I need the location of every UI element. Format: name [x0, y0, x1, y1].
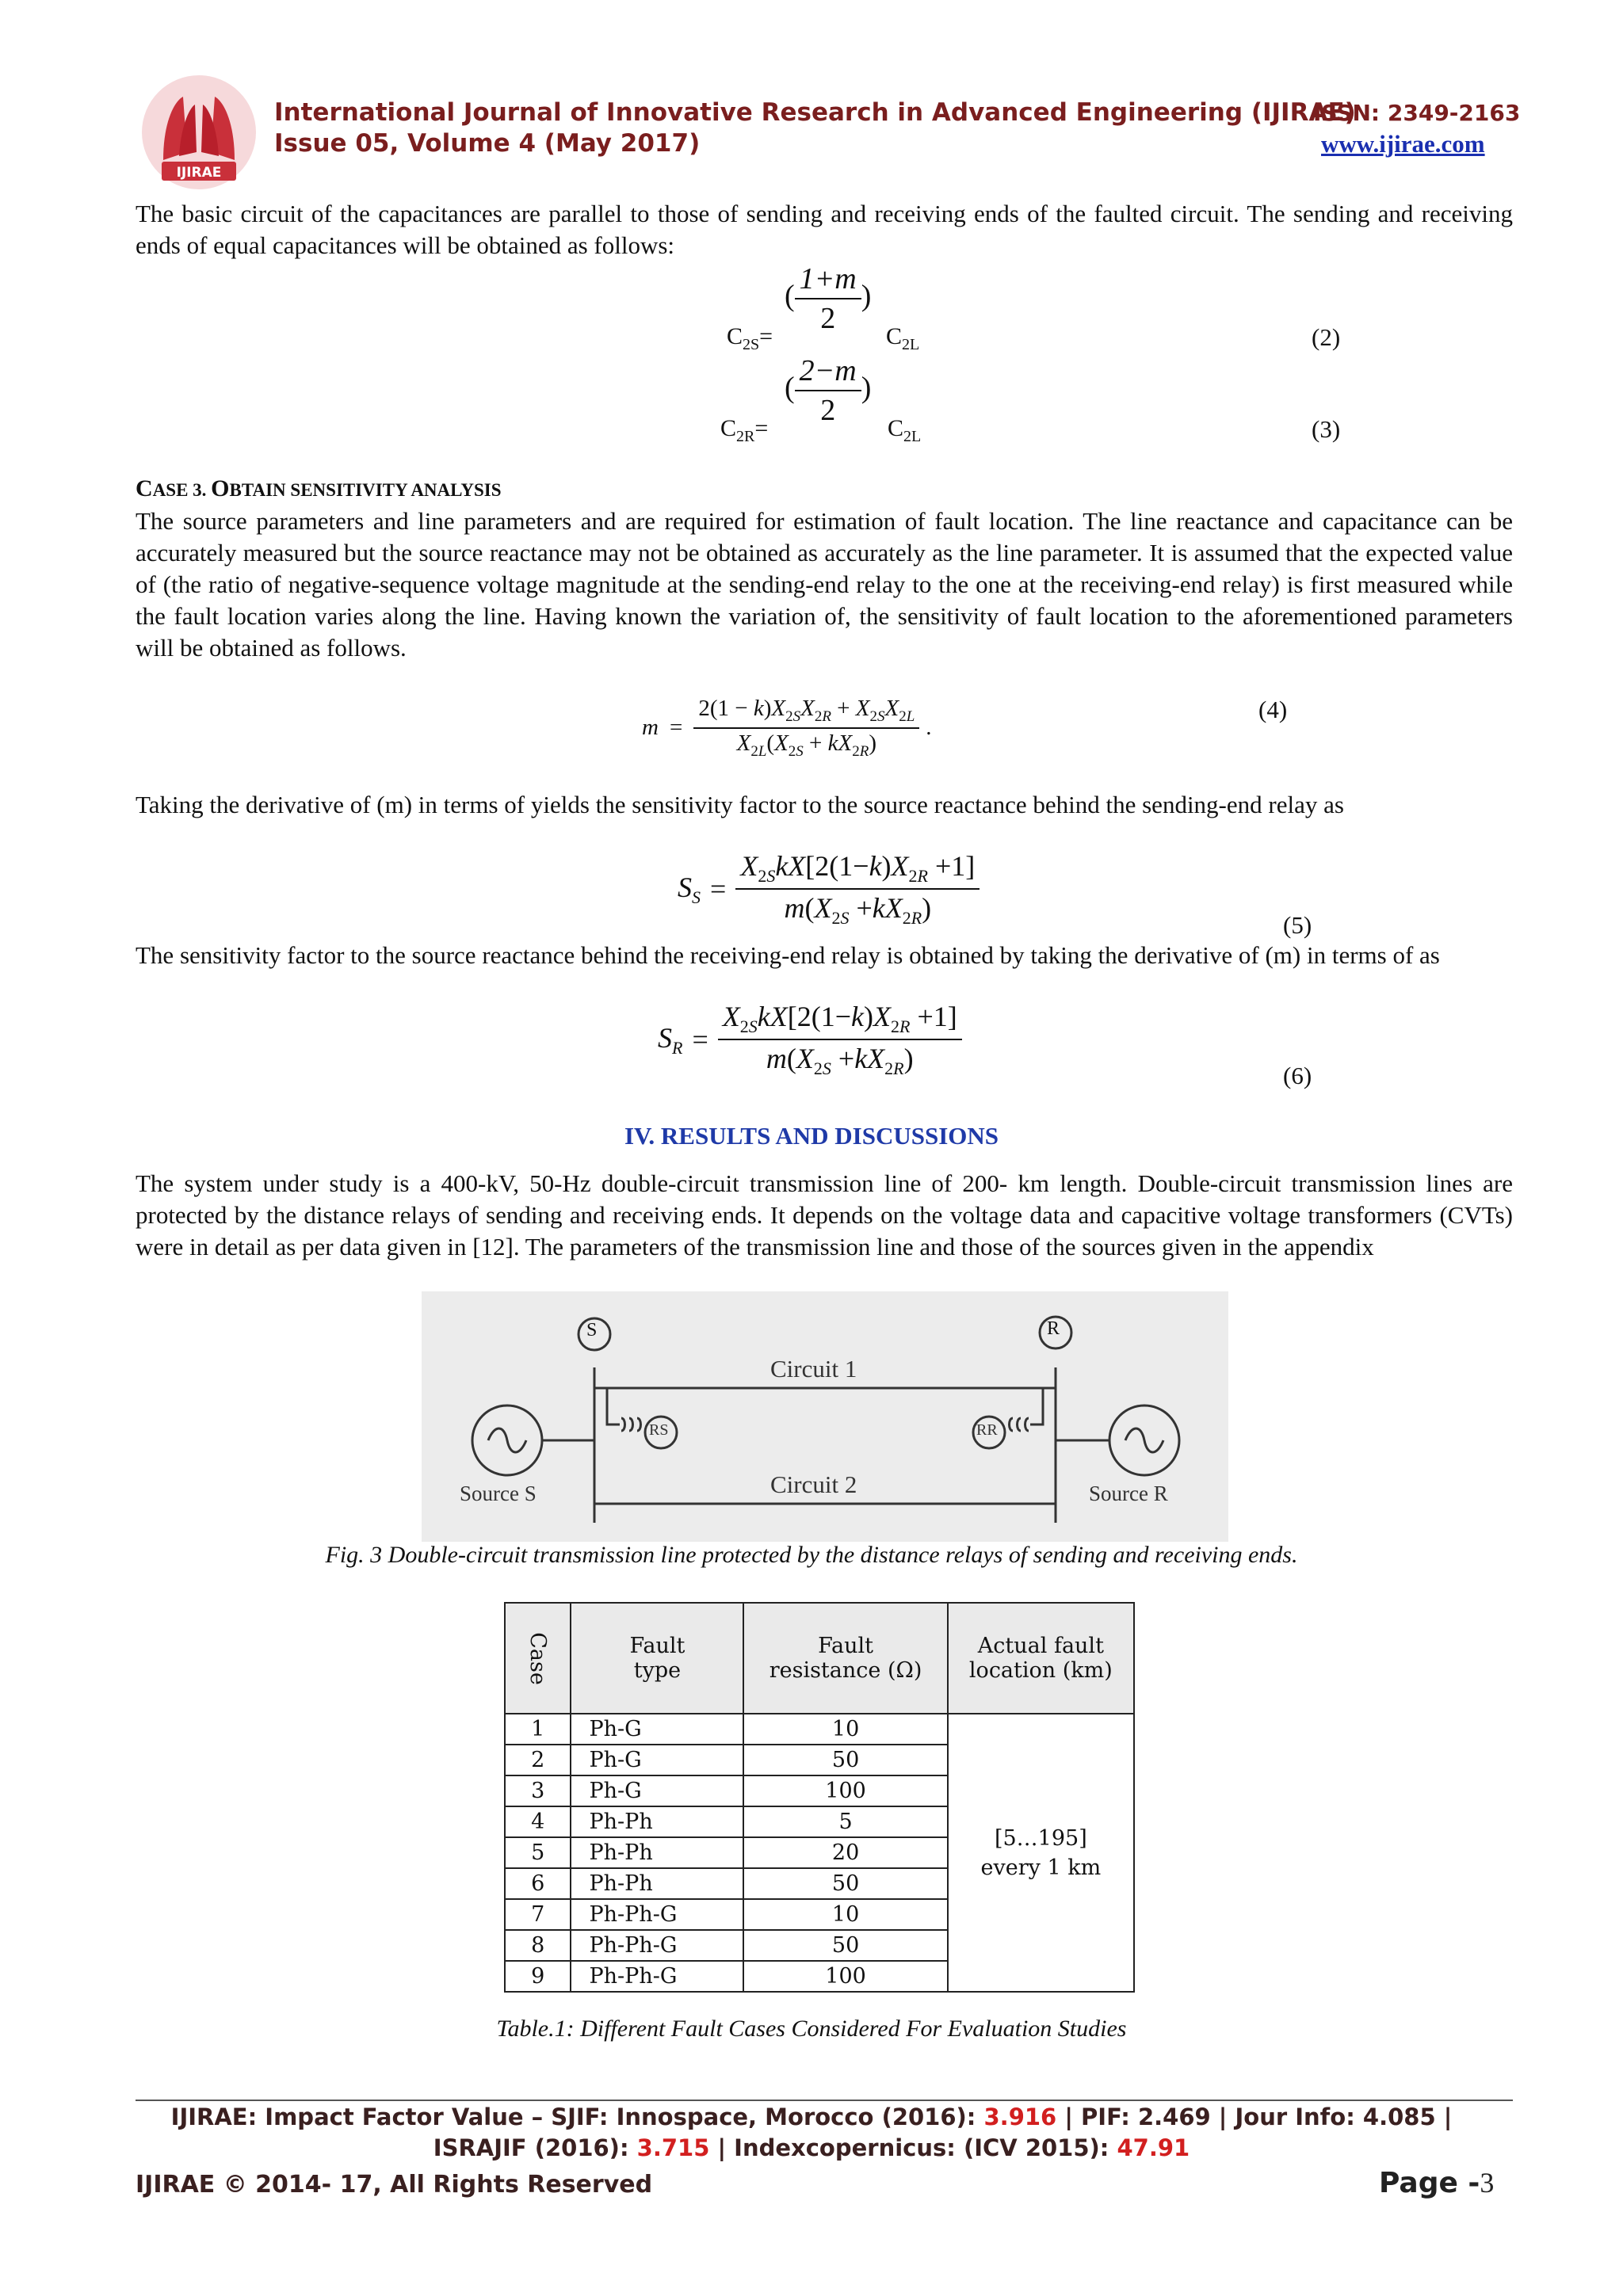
equation-2-rhs: $C_{2L}$ [886, 323, 920, 353]
location-range: [5…195] [994, 1825, 1087, 1851]
eq3-denominator: 2 [820, 394, 836, 427]
resistance-cell: 20 [743, 1837, 947, 1868]
israjif-value: 3.715 [636, 2134, 710, 2161]
fault-type-cell: Ph-Ph-G [571, 1899, 743, 1930]
fault-type-cell: Ph-Ph-G [571, 1930, 743, 1961]
figure-3-caption: Fig. 3 Double-circuit transmission line protected by the distance relays of sending and receiving ends. [325, 1542, 1298, 1568]
case-cell: 1 [505, 1714, 571, 1745]
intro-paragraph: The basic circuit of the capacitances are parallel to those of sending and receiving ends of the faulted circuit. The sending and receiving ends of equal capacitances will be obtained as follows: [136, 200, 1513, 259]
equation-6-number: (6) [1283, 1062, 1312, 1089]
fault-type-cell: Ph-Ph [571, 1868, 743, 1899]
icv-value: 47.91 [1117, 2134, 1190, 2161]
journal-website-link[interactable]: www.ijirae.com [1321, 130, 1485, 158]
eq3-numerator: 2−m [795, 353, 861, 391]
case-cell: 9 [505, 1961, 571, 1992]
case-cell: 5 [505, 1837, 571, 1868]
resistance-cell: 100 [743, 1775, 947, 1806]
header-fault-type: Fault type [571, 1603, 743, 1714]
location-cell [948, 1714, 1134, 1992]
header-actual-location: Actual fault location (km) [948, 1603, 1134, 1714]
fault-cases-body [505, 1714, 1134, 1992]
case-cell: 4 [505, 1806, 571, 1837]
journal-logo [139, 73, 258, 192]
case-cell: 8 [505, 1930, 571, 1961]
resistance-cell: 100 [743, 1961, 947, 1992]
figure-3-circuit-diagram [422, 1291, 1228, 1542]
resistance-cell: 10 [743, 1714, 947, 1745]
relay-s-label: RS [649, 1421, 669, 1439]
eq2-denominator: 2 [820, 302, 836, 335]
footer-impact-line-1: IJIRAE: Impact Factor Value – SJIF: Innospace, Morocco (2016): 3.916 | PIF: 2.469 | Jour Info: 4.085 | [170, 2103, 1453, 2130]
fault-type-cell: Ph-Ph [571, 1837, 743, 1868]
resistance-cell: 50 [743, 1745, 947, 1775]
journal-issue: Issue 05, Volume 4 (May 2017) [274, 129, 701, 158]
case-cell: 2 [505, 1745, 571, 1775]
equation-2-lhs: $C_{2S}=$ [727, 323, 773, 353]
equation-5-number: (5) [1283, 911, 1312, 939]
fault-type-cell: Ph-G [571, 1775, 743, 1806]
footer-page-number: Page -3 [1379, 2167, 1495, 2199]
case-cell: 6 [505, 1868, 571, 1899]
equation-5: $S_S$ = $\frac{X_{2S}kX[2(1-k)X_{2R} +1]}{m(X_{2S} +kX_{2R})}$ [678, 849, 980, 929]
circuit-1-label: Circuit 1 [770, 1355, 857, 1383]
bus-label-s: S [586, 1320, 598, 1341]
case3-paragraph: The source parameters and line parameters and are required for estimation of fault location. The line reactance and capacitance can be accurately measured but the source reactance may not be obtained as accurately as the line parameter. It is assumed that the expected value of (the ratio of negative-sequence voltage magnitude at the sending-end relay to the one at the receiving-end relay) is first measured while the fault location varies along the line. Having known the variation of, the sensitivity of fault location to the aforementioned parameters will be obtained as follows. [136, 507, 1513, 662]
fault-type-cell: Ph-Ph-G [571, 1961, 743, 1992]
equation-4-number: (4) [1258, 696, 1288, 723]
fault-type-cell: Ph-G [571, 1714, 743, 1745]
header-fault-resistance: Fault resistance (Ω) [743, 1603, 947, 1714]
resistance-cell: 10 [743, 1899, 947, 1930]
resistance-cell: 50 [743, 1930, 947, 1961]
source-r-label: Source R [1089, 1482, 1168, 1505]
section-4-title: IV. RESULTS AND DISCUSSIONS [624, 1122, 999, 1150]
equation-2-fraction: ( $\frac{1+m}{2}$ ) [785, 262, 872, 335]
footer-divider [136, 2100, 1513, 2101]
fault-type-cell: Ph-Ph [571, 1806, 743, 1837]
footer-impact-line-2: ISRAJIF (2016): 3.715 | Indexcopernicus: (ICV 2015): 47.91 [433, 2134, 1190, 2161]
relay-r-label: RR [976, 1421, 998, 1439]
equation-6: $S_R$ = $\frac{X_{2S}kX[2(1-k)X_{2R} +1]}{m(X_{2S} +kX_{2R})}$ [658, 1000, 962, 1079]
logo-text: IJIRAE [176, 165, 222, 181]
equation-3-fraction: ( $\frac{2-m}{2}$ ) [785, 354, 872, 427]
eq2-numerator: 1+m [795, 261, 861, 299]
sjif-value: 3.916 [983, 2103, 1057, 2130]
source-s-label: Source S [460, 1482, 537, 1505]
case-cell: 3 [505, 1775, 571, 1806]
section-4-paragraph: The system under study is a 400-kV, 50-Hz double-circuit transmission line of 200- km length. Double-circuit transmission lines are protected by the distance relays of sending and receiving ends. It depends on the voltage data and capacitive voltage transformers (CVTs) were in detail as per data given in [12]. The parameters of the transmission line and those of the sources given in the appendix [136, 1169, 1513, 1261]
equation-2-number: (2) [1312, 323, 1341, 351]
header-case: Case [505, 1603, 571, 1714]
sensitivity-sentence: The sensitivity factor to the source reactance behind the receiving-end relay is obtained by taking the derivative of (m) in terms of as [136, 941, 1440, 969]
equation-4: m = $\frac{2(1 - k)X_{2S}X_{2R} + X_{2S}X_{2L}}{X_{2L}(X_{2S} + kX_{2R})}$ . [642, 696, 932, 760]
case-cell: 7 [505, 1899, 571, 1930]
case3-heading: CASE 3. OBTAIN SENSITIVITY ANALYSIS [136, 475, 502, 502]
derivative-sentence: Taking the derivative of (m) in terms of yields the sensitivity factor to the source reactance behind the sending-end relay as [136, 791, 1344, 818]
resistance-cell: 50 [743, 1868, 947, 1899]
bus-label-r: R [1047, 1318, 1060, 1339]
equation-3-number: (3) [1312, 415, 1341, 443]
resistance-cell: 5 [743, 1806, 947, 1837]
table-1-caption: Table.1: Different Fault Cases Considered For Evaluation Studies [496, 2016, 1127, 2042]
location-step: every 1 km [980, 1855, 1102, 1880]
footer-copyright: IJIRAE © 2014- 17, All Rights Reserved [136, 2171, 653, 2199]
circuit-2-label: Circuit 2 [770, 1470, 857, 1498]
journal-title: International Journal of Innovative Research in Advanced Engineering (IJIRAE) [274, 98, 1356, 127]
equation-3-rhs: $C_{2L}$ [888, 415, 922, 445]
journal-issn: ISSN: 2349-2163 [1313, 100, 1521, 126]
fault-type-cell: Ph-G [571, 1745, 743, 1775]
fault-cases-table [504, 1602, 1135, 1993]
ijirae-logo-icon [139, 73, 258, 192]
equation-3-lhs: $C_{2R}=$ [720, 415, 769, 445]
